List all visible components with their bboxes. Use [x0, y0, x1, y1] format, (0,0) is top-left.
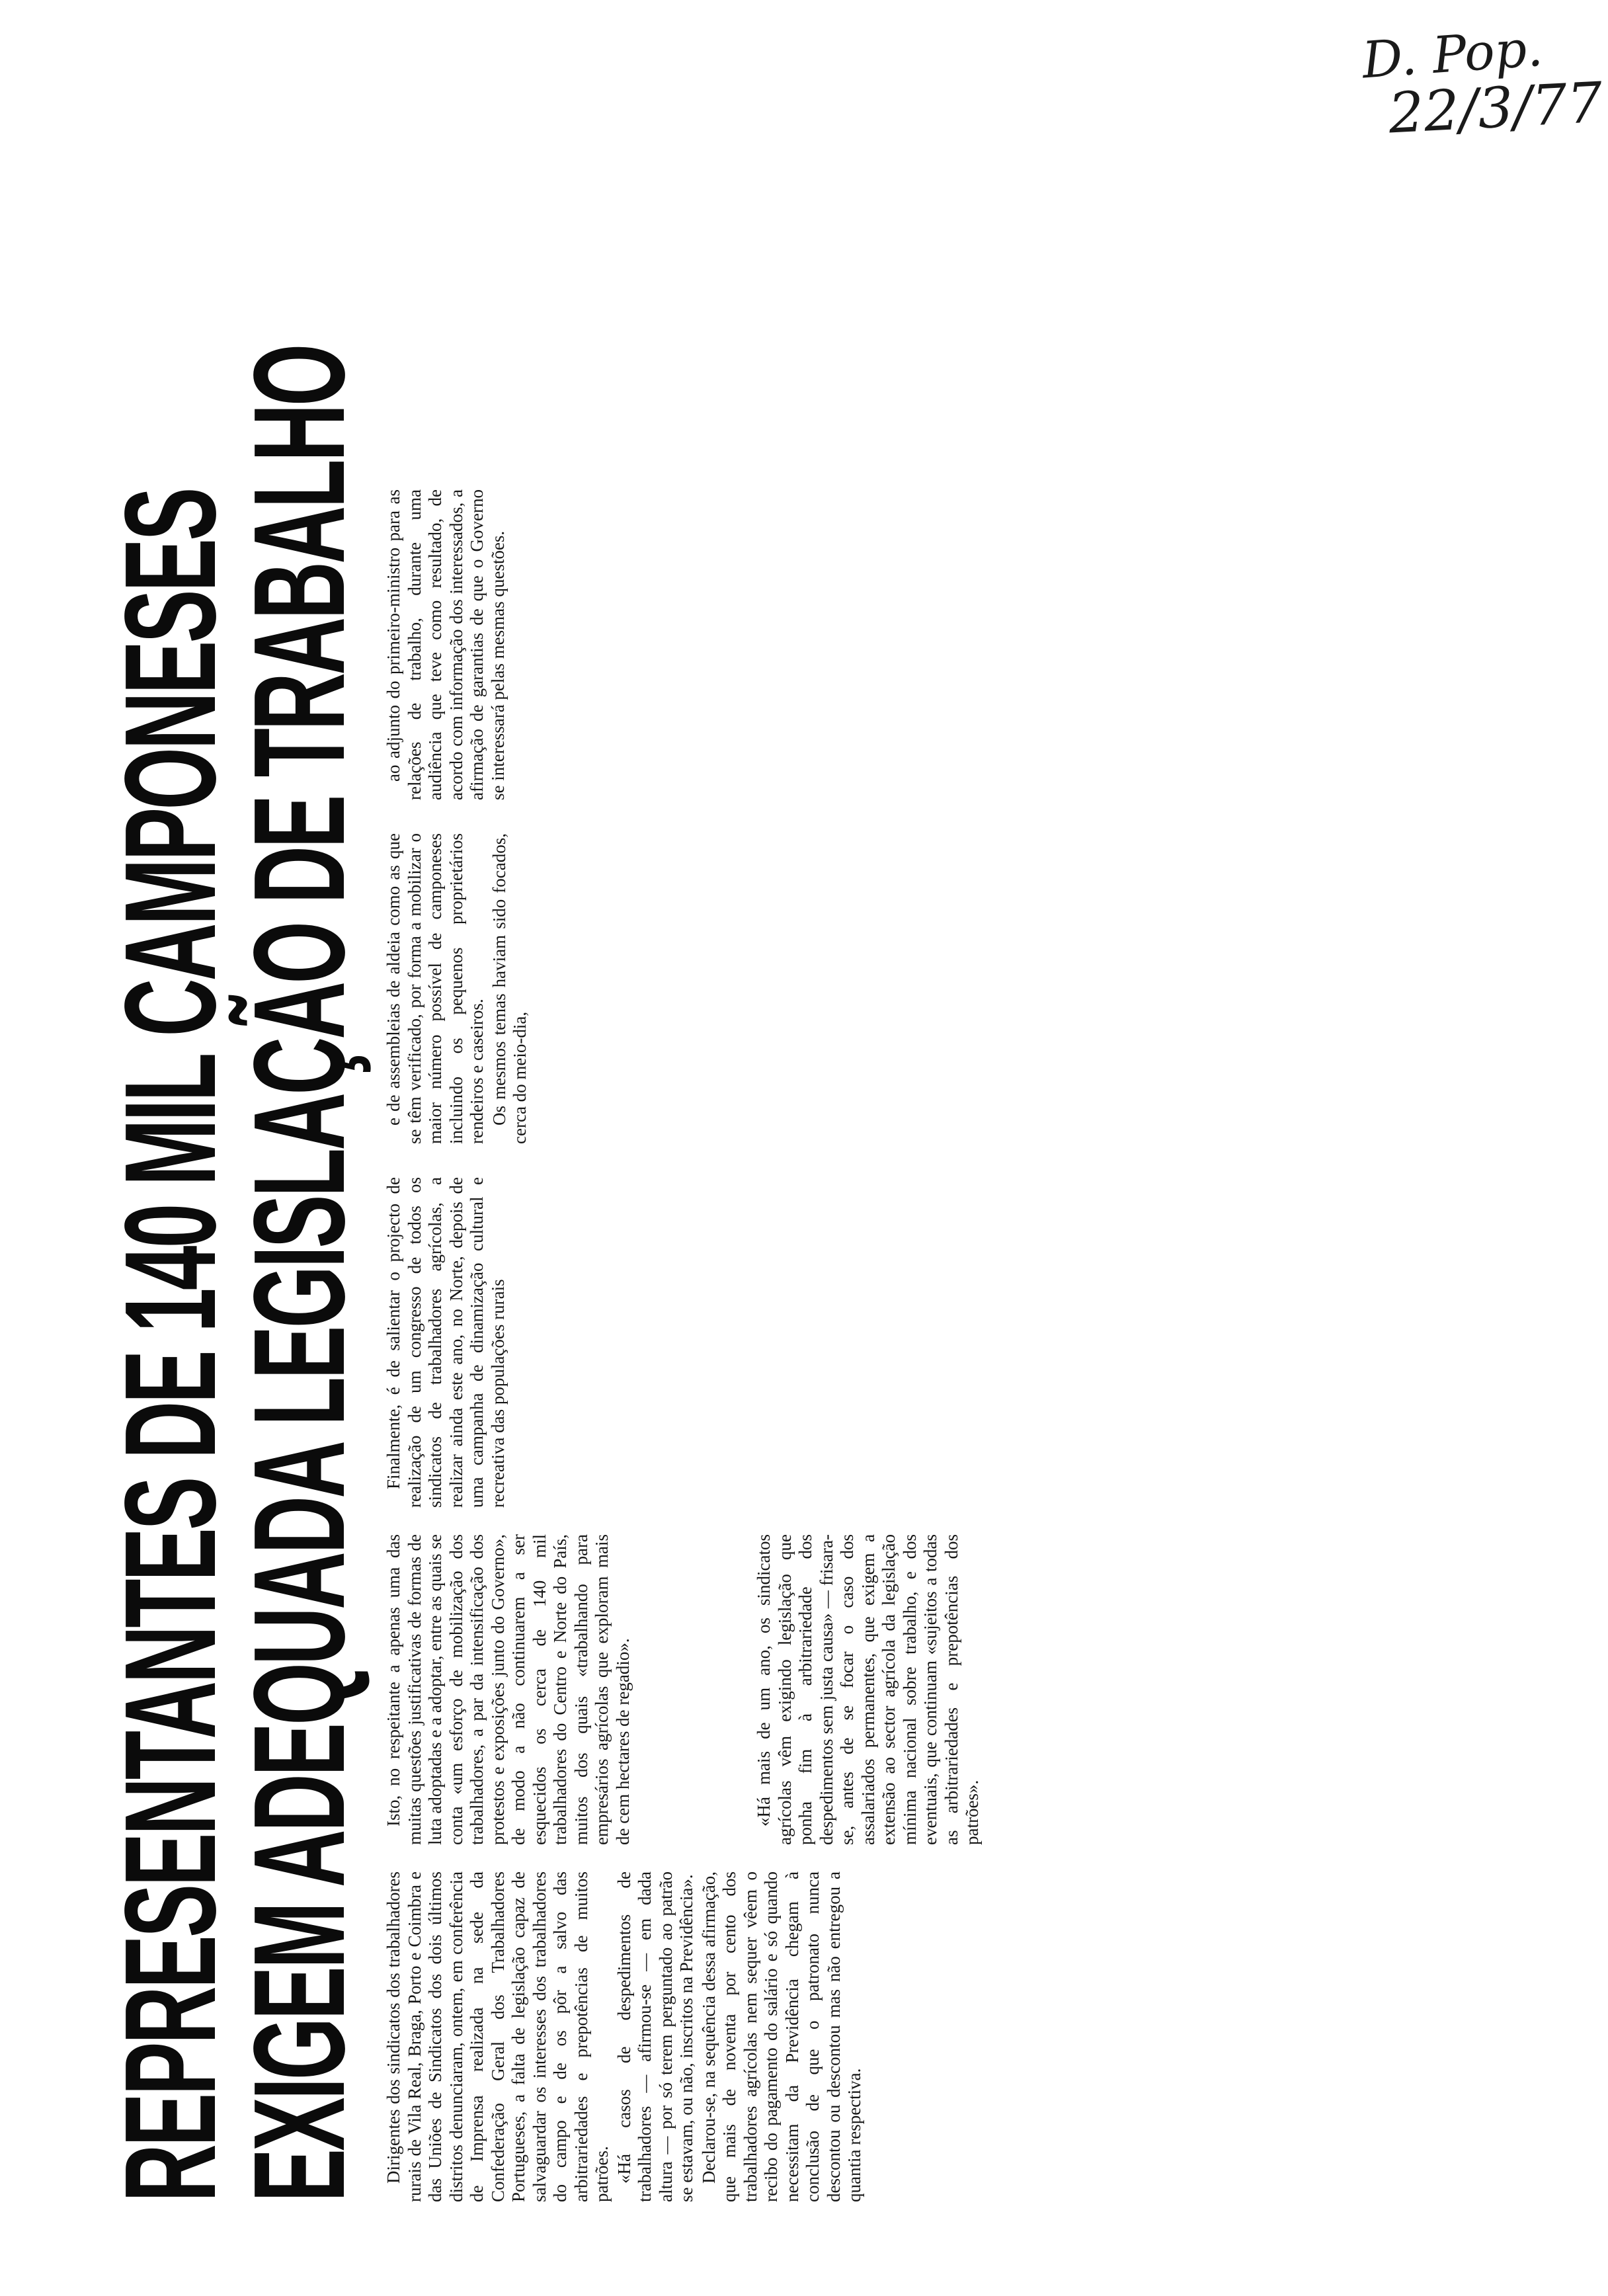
article-column-3 — [383, 1177, 510, 1508]
headline-line-2: EXIGEM ADEQUADA LEGISLAÇÃO DE TRABALHO — [227, 346, 372, 2202]
paragraph: Os mesmos temas haviam sido focados, cerca do meio-dia, — [489, 833, 530, 1144]
headline-line-1: REPRESENTANTES DE 140 MIL CAMPONESES — [98, 489, 243, 2202]
article-column-5 — [383, 489, 510, 800]
article-column-4 — [383, 833, 532, 1144]
handwritten-date: 22/3/77 — [1387, 69, 1605, 146]
article-column-1 — [383, 1871, 867, 2202]
article-column-2-continued — [754, 1534, 985, 1845]
paragraph: Finalmente, é de salientar o projecto de realização de um congresso de todos os sindicatos de trabalhadores agrícolas, a realizar ainda este ano, no Norte, depois de uma campanha de dinamização cultural e recreativa das populações rurais — [383, 1177, 508, 1508]
paragraph: ao adjunto do primeiro-ministro para as relações de trabalho, durante uma audiência que teve como resultado, de acordo com informação dos interessados, a afirmação de garantias de que o Governo se interessará pelas mesmas questões. — [383, 489, 508, 800]
paragraph: e de assembleias de aldeia como as que se têm verificado, por forma a mobilizar o maior número possível de camponeses incluindo os pequenos proprietários rendeiros e caseiros. — [383, 833, 487, 1144]
handwritten-source: D. Pop. — [1360, 18, 1545, 90]
paragraph: Dirigentes dos sindicatos dos trabalhadores rurais de Vila Real, Braga, Porto e Coimbra e das Uniões de Sindicatos dos dois últimos distritos denunciaram, ontem, em conferência de Imprensa realizada na sede da Confederação Geral dos Trabalhadores Portugueses, a falta de legislação capaz de salvaguardar os interesses dos trabalhadores do campo e de os pôr a salvo das arbitrariedades e prepotências de muitos patrões. — [383, 1871, 612, 2202]
headline — [98, 346, 372, 2202]
handwritten-date-note — [1360, 18, 1605, 146]
paragraph: Isto, no respeitante a apenas uma das muitas questões justificativas de formas de luta adoptadas e a adoptar, entre as quais se conta «um esforço de mobilização dos trabalhadores, a par da intensificação dos protestos e exposições junto do Governo», de modo a não continuarem a ser esquecidos os cerca de 140 mil trabalhadores do Centro e Norte do País, muitos dos quais «trabalhando para empresários agrícolas que exploram mais de cem hectares de regadio». — [383, 1534, 633, 1845]
paragraph: «Há mais de um ano, os sindicatos agrícolas vêm exigindo legislação que ponha fim à arbitrariedade dos despedimentos sem justa causa» — frisara-se, antes de se focar o caso dos assalariados permanentes, que exigem a extensão ao sector agrícola da legislação mínima nacional sobre trabalho, e dos eventuais, que continuam «sujeitos a todas as arbitrariedades e prepotências dos patrões». — [754, 1534, 982, 1845]
article-body — [383, 364, 1084, 2202]
paragraph: «Há casos de despedimentos de trabalhadores — afirmou-se — em dada altura — por só terem perguntado ao patrão se estavam, ou não, inscritos na Previdência». — [614, 1871, 696, 2202]
newspaper-clipping — [98, 346, 1084, 2202]
paragraph: Declarou-se, na sequência dessa afirmação, que mais de noventa por cento dos trabalhadores agrícolas nem sequer vêem o recibo do pagamento do salário e só quando necessitam da Previdência chegam à conclusão de que o patronato nunca descontou ou descontou mas não entregou a quantia respectiva. — [698, 1871, 864, 2202]
article-column-2 — [383, 1534, 635, 1845]
